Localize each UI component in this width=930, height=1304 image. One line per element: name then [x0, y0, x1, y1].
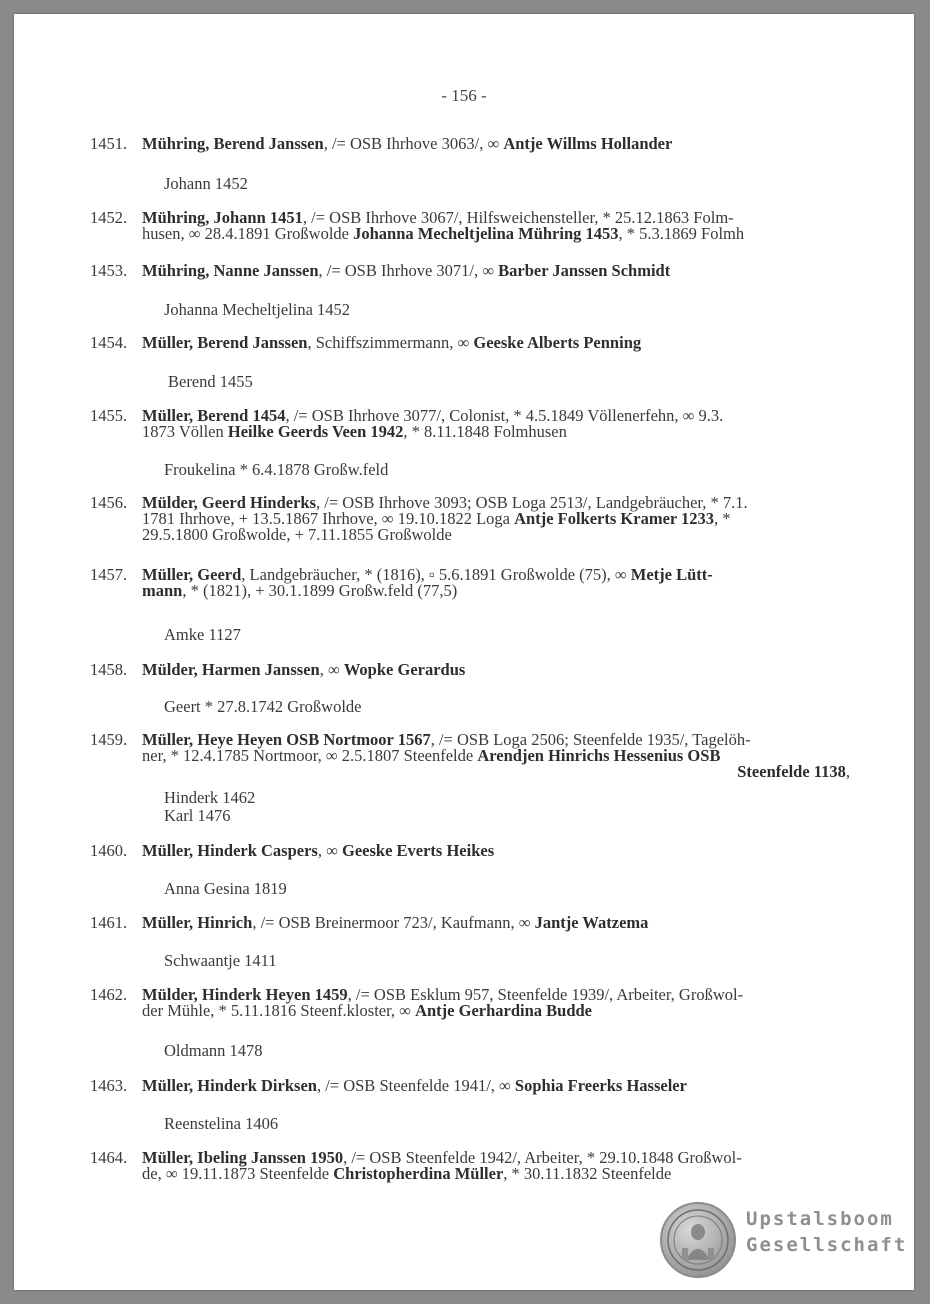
entry-text-line: Müller, Heye Heyen OSB Nortmoor 1567, /= OSB Loga 2506; Steenfelde 1935/, Tagelöh-: [142, 730, 751, 749]
logo-line-1: Upstalsboom: [746, 1208, 894, 1230]
child-entry: Hinderk 1462: [164, 788, 256, 807]
entry-text-line: Müller, Geerd, Landgebräucher, * (1816), ▫ 5.6.1891 Großwolde (75), ∞ Metje Lütt-: [142, 565, 713, 584]
document-page: [14, 14, 914, 1290]
entry-text: Müller, Hinrich, /= OSB Breinermoor 723/, Kaufmann, ∞ Jantje Watzema: [142, 913, 649, 932]
entry-1463: [90, 1078, 850, 1094]
entry-text: Müller, Berend Janssen, Schiffszimmermann, ∞ Geeske Alberts Penning: [142, 333, 642, 352]
entry-text-line: 29.5.1800 Großwolde, + 7.11.1855 Großwolde: [142, 525, 452, 544]
child-entry: Reenstelina 1406: [164, 1114, 279, 1133]
logo-text: [746, 1206, 907, 1258]
child-entry: Schwaantje 1411: [164, 951, 277, 970]
child-entry: Froukelina * 6.4.1878 Großw.feld: [164, 460, 389, 479]
entry-number: 1462.: [90, 985, 128, 1004]
entry-text-line: ner, * 12.4.1785 Nortmoor, ∞ 2.5.1807 Steenfelde Arendjen Hinrichs Hessenius OSB: [142, 746, 721, 765]
entry-number: 1459.: [90, 730, 128, 749]
child-entry: Karl 1476: [164, 806, 231, 825]
entry-1457: [90, 567, 850, 599]
entry-1452: [90, 210, 850, 242]
logo-line-2: Gesellschaft: [746, 1234, 908, 1256]
entry-number: 1464.: [90, 1148, 128, 1167]
entry-number: 1455.: [90, 406, 128, 425]
entry-number: 1454.: [90, 333, 128, 352]
entry-number: 1453.: [90, 261, 128, 280]
entry-text-line: Müller, Berend 1454, /= OSB Ihrhove 3077/, Colonist, * 4.5.1849 Völlenerfehn, ∞ 9.3.: [142, 406, 724, 425]
seal-icon: [660, 1202, 736, 1278]
entry-number: 1460.: [90, 841, 128, 860]
child-entry: Geert * 27.8.1742 Großwolde: [164, 697, 362, 716]
entry-number: 1456.: [90, 493, 128, 512]
entry-text-line: Mülder, Hinderk Heyen 1459, /= OSB Esklum 957, Steenfelde 1939/, Arbeiter, Großwol-: [142, 985, 744, 1004]
entry-1456: [90, 495, 850, 543]
entry-number: 1461.: [90, 913, 128, 932]
entry-text-line: Steenfelde 1138,: [737, 762, 850, 781]
entry-number: 1452.: [90, 208, 128, 227]
entry-text: Mülder, Harmen Janssen, ∞ Wopke Gerardus: [142, 660, 466, 679]
entry-1455: [90, 408, 850, 440]
child-entry: Oldmann 1478: [164, 1041, 263, 1060]
entry-text-line: Mühring, Johann 1451, /= OSB Ihrhove 3067/, Hilfsweichensteller, * 25.12.1863 Folm-: [142, 208, 734, 227]
entry-1462: [90, 987, 850, 1019]
child-entry: Amke 1127: [164, 625, 241, 644]
entry-1453: [90, 263, 850, 279]
child-entry: Johanna Mecheltjelina 1452: [164, 300, 351, 319]
entry-number: 1458.: [90, 660, 128, 679]
entry-text: Müller, Hinderk Dirksen, /= OSB Steenfelde 1941/, ∞ Sophia Freerks Hasseler: [142, 1076, 687, 1095]
child-entry: Berend 1455: [168, 372, 253, 391]
entry-number: 1451.: [90, 134, 128, 153]
entry-number: 1457.: [90, 565, 128, 584]
entry-text-line: der Mühle, * 5.11.1816 Steenf.kloster, ∞ Antje Gerhardina Budde: [142, 1001, 593, 1020]
entry-text-line: Mülder, Geerd Hinderks, /= OSB Ihrhove 3093; OSB Loga 2513/, Landgebräucher, * 7.1.: [142, 493, 748, 512]
entry-text-line: mann, * (1821), + 30.1.1899 Großw.feld (77,5): [142, 581, 458, 600]
entry-text-line: Müller, Ibeling Janssen 1950, /= OSB Steenfelde 1942/, Arbeiter, * 29.10.1848 Großwol-: [142, 1148, 742, 1167]
entry-1454: [90, 335, 850, 351]
entry-text-line: 1781 Ihrhove, + 13.5.1867 Ihrhove, ∞ 19.10.1822 Loga Antje Folkerts Kramer 1233, *: [142, 509, 731, 528]
entry-text: Mühring, Berend Janssen, /= OSB Ihrhove 3063/, ∞ Antje Willms Hollander: [142, 134, 673, 153]
page-number: - 156 -: [441, 86, 487, 105]
entry-number: 1463.: [90, 1076, 128, 1095]
entry-text-line: de, ∞ 19.11.1873 Steenfelde Christopherdina Müller, * 30.11.1832 Steenfelde: [142, 1164, 672, 1183]
society-logo: [660, 1202, 908, 1278]
entry-text-line: husen, ∞ 28.4.1891 Großwolde Johanna Mecheltjelina Mühring 1453, * 5.3.1869 Folmh: [142, 224, 745, 243]
entry-text: Müller, Hinderk Caspers, ∞ Geeske Everts Heikes: [142, 841, 495, 860]
entry-1459: [90, 732, 850, 780]
entry-1461: [90, 915, 850, 931]
child-entry: Anna Gesina 1819: [164, 879, 287, 898]
entry-1458: [90, 662, 850, 678]
entry-1464: [90, 1150, 850, 1182]
entry-1460: [90, 843, 850, 859]
child-entry: Johann 1452: [164, 174, 248, 193]
entry-text: Mühring, Nanne Janssen, /= OSB Ihrhove 3071/, ∞ Barber Janssen Schmidt: [142, 261, 671, 280]
entry-text-line: 1873 Völlen Heilke Geerds Veen 1942, * 8.11.1848 Folmhusen: [142, 422, 567, 441]
entry-1451: [90, 136, 850, 152]
